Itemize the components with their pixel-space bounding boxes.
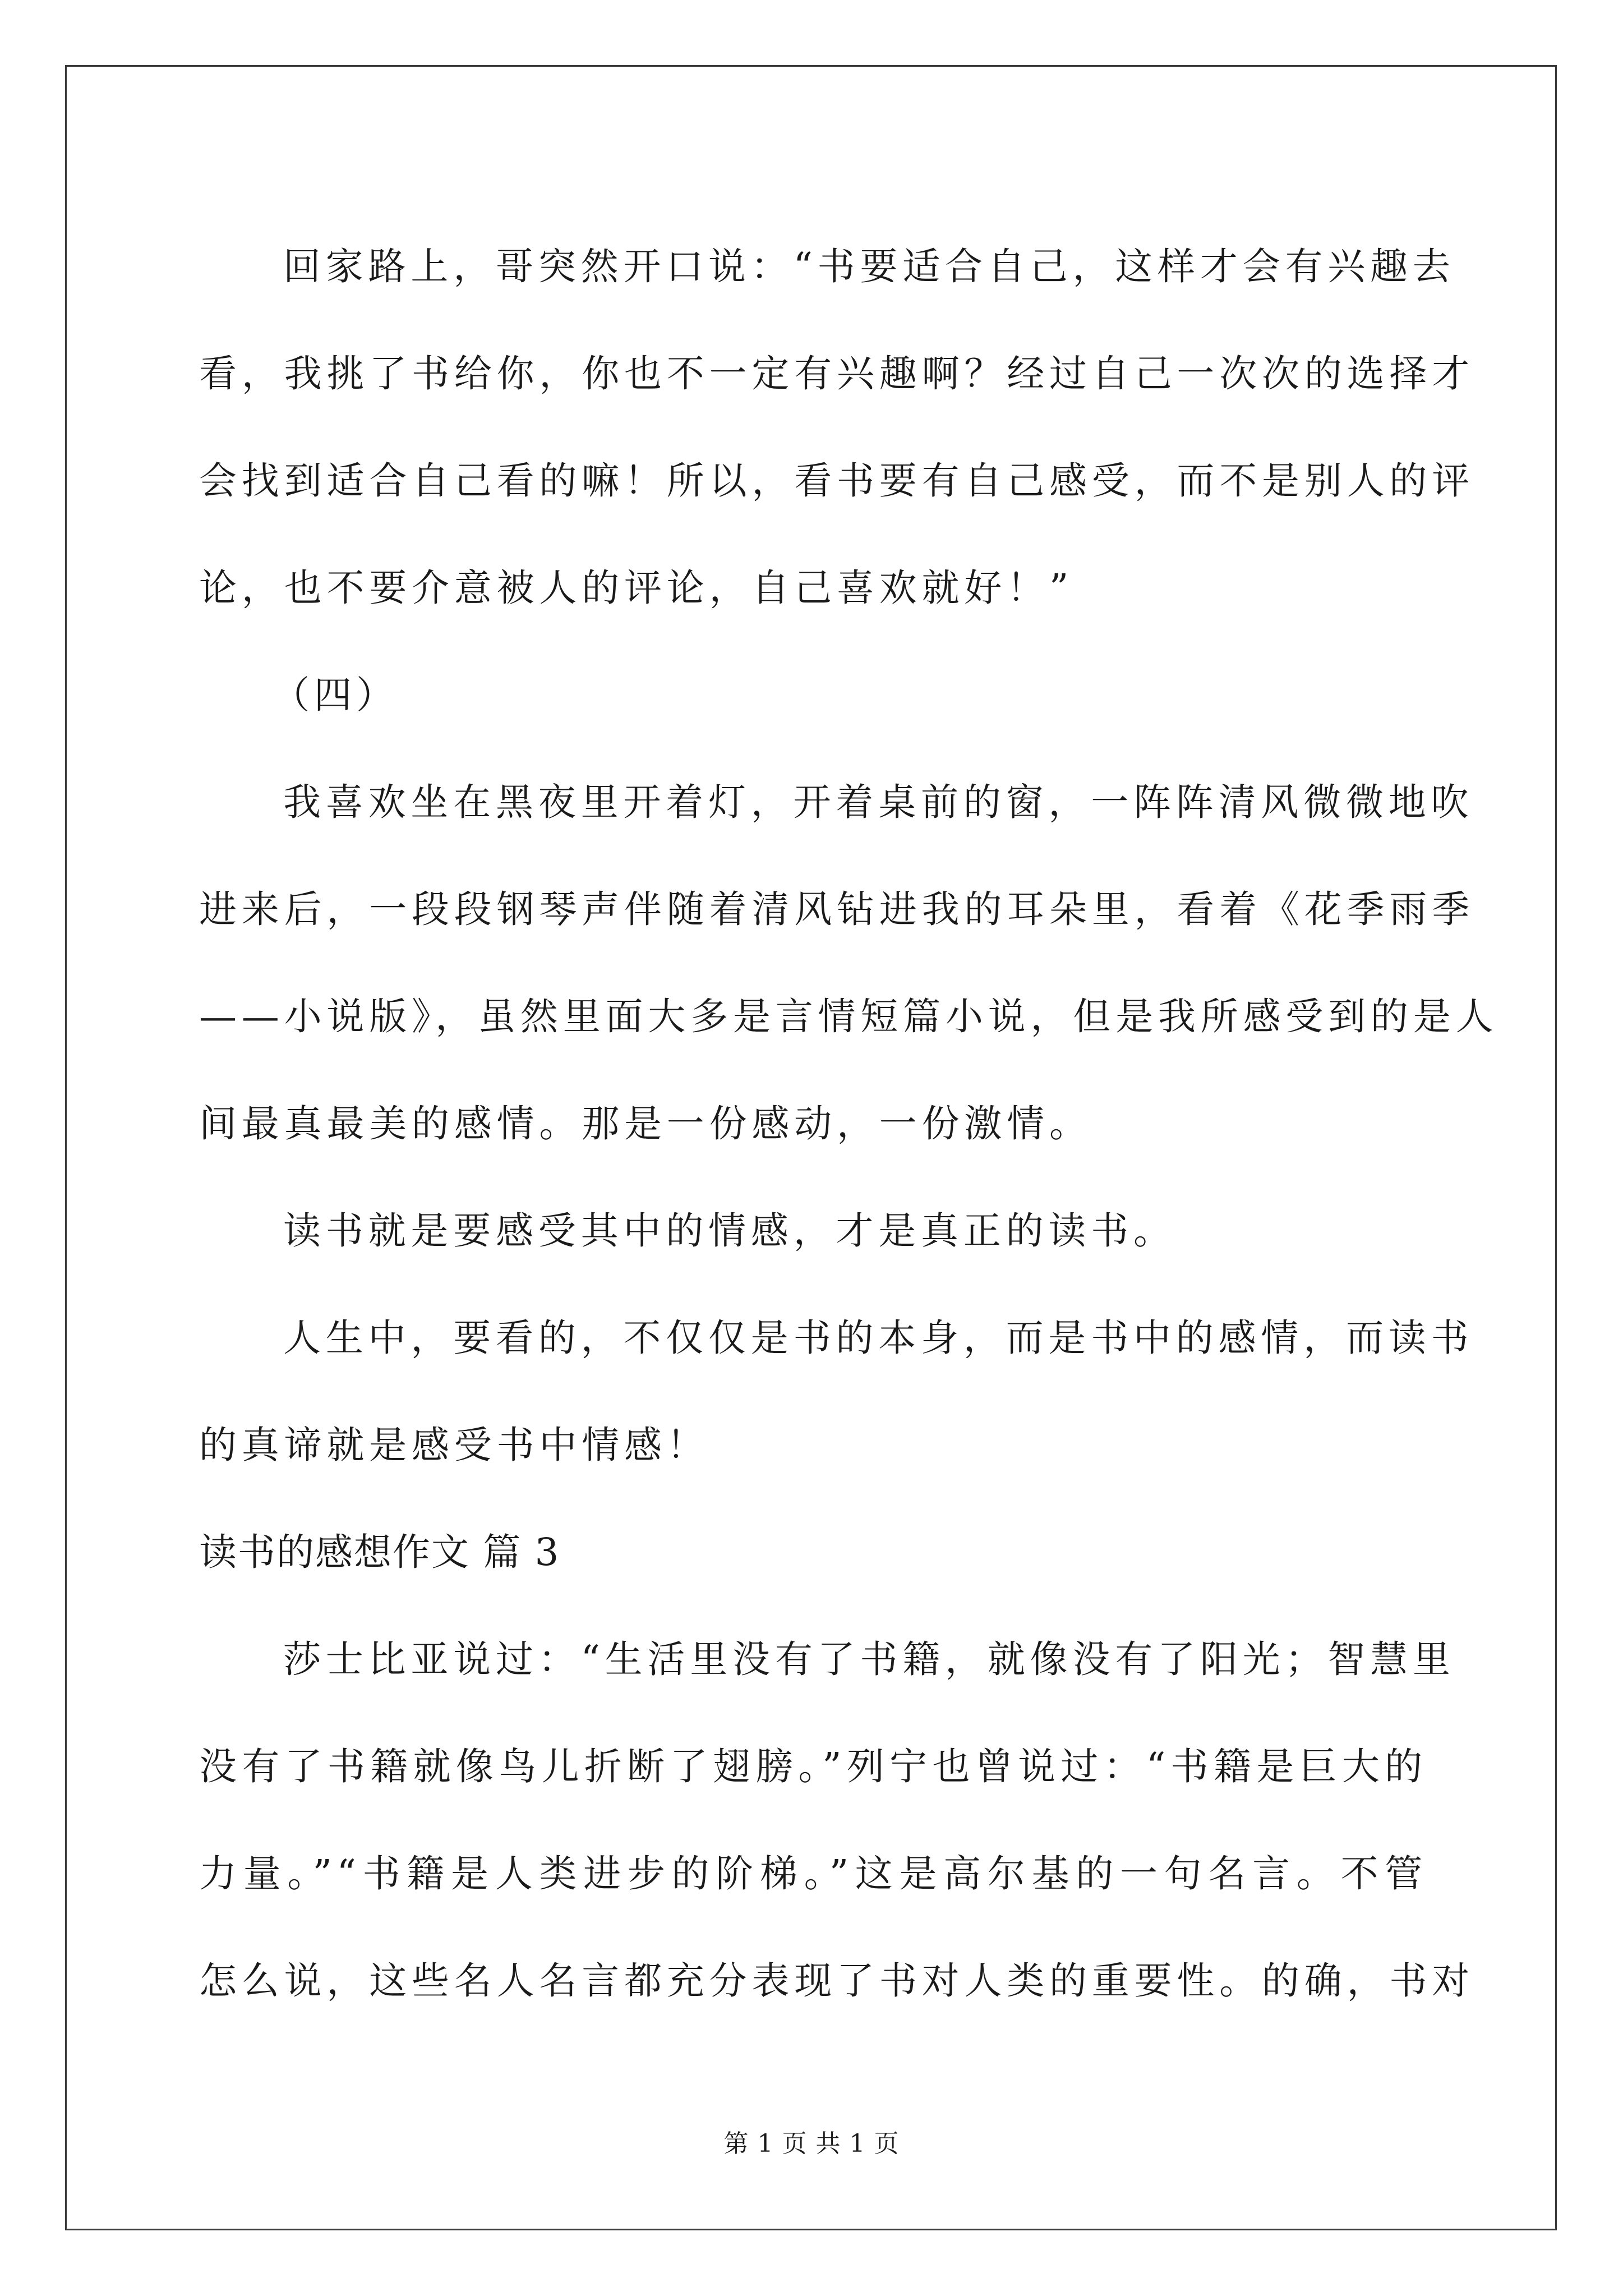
paragraph-quotes [199,1606,1474,2035]
paragraph-homeward [199,213,1474,642]
page-footer: 第 1 页 共 1 页 [723,2129,900,2158]
text-line: 力量。”“书籍是人类进步的阶梯。”这是高尔基的一句名言。不管 [199,1852,1427,1895]
text-line: 会找到适合自己看的嘛！所以，看书要有自己感受，而不是别人的评 [199,459,1474,503]
text-line: 我喜欢坐在黑夜里开着灯，开着桌前的窗，一阵阵清风微微地吹 [283,780,1474,824]
text-line: 没有了书籍就像鸟儿折断了翅膀。”列宁也曾说过：“书籍是巨大的 [199,1745,1427,1788]
document-body [199,213,1498,2035]
text-line: 看，我挑了书给你，你也不一定有兴趣啊？经过自己一次次的选择才 [199,352,1474,395]
paragraph-reading-emotion [199,1177,1427,1285]
text-line: 莎士比亚说过：“生活里没有了书籍，就像没有了阳光；智慧里 [283,1637,1455,1681]
text-line: 读书就是要感受其中的情感，才是真正的读书。 [283,1209,1176,1253]
section-marker: （四） [272,673,398,717]
text-line: 回家路上，哥突然开口说：“书要适合自己，这样才会有兴趣去 [283,245,1455,288]
text-line: 进来后，一段段钢琴声伴随着清风钻进我的耳朵里，看着《花季雨季 [199,887,1474,931]
text-line: 怎么说，这些名人名言都充分表现了书对人类的重要性。的确，书对 [199,1959,1474,2003]
paragraph-night-reading [199,749,1498,1177]
text-line: 的真谛就是感受书中情感！ [199,1423,709,1467]
text-line: 间最真最美的感情。那是一份感动，一份激情。 [199,1102,1092,1145]
text-line: 论，也不要介意被人的评论，自己喜欢就好！” [199,566,1074,610]
text-line: ——小说版》，虽然里面大多是言情短篇小说，但是我所感受到的是人 [199,995,1498,1038]
paragraph-life [199,1285,1474,1499]
text-line: 人生中，要看的，不仅仅是书的本身，而是书中的感情，而读书 [283,1316,1474,1360]
article-heading: 读书的感想作文 篇 3 [199,1530,560,1574]
